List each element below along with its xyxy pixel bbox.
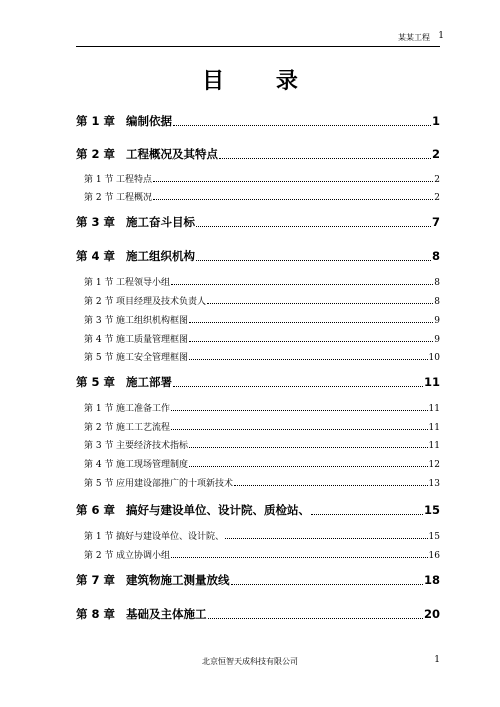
toc-entry-page: 15 bbox=[423, 503, 440, 517]
toc-entry-page: 15 bbox=[428, 532, 440, 542]
toc-entry-title: 主要经济技术指标 bbox=[116, 441, 189, 451]
toc-entry-title: 项目经理及技术负责人 bbox=[116, 297, 207, 307]
toc-entry-title: 应用建设部推广的十项新技术 bbox=[116, 479, 234, 489]
toc-section-row[interactable] bbox=[76, 275, 440, 288]
toc-entry-number: 第 3 章 bbox=[76, 215, 116, 229]
toc-entry-number: 第 2 节 bbox=[84, 193, 114, 203]
toc-section-row[interactable] bbox=[76, 476, 440, 489]
toc-section-row[interactable] bbox=[76, 313, 440, 326]
toc-entry-title: 施工奋斗目标 bbox=[126, 215, 195, 229]
toc-chapter-row[interactable] bbox=[76, 248, 440, 264]
toc-entry-number: 第 4 节 bbox=[84, 335, 114, 345]
toc-chapter-row[interactable] bbox=[76, 374, 440, 390]
toc-entry-page: 2 bbox=[434, 193, 440, 203]
footer-company: 北京恒智天成科技有限公司 bbox=[202, 657, 298, 666]
toc-entry-title: 建筑物施工测量放线 bbox=[126, 573, 230, 587]
toc-entry-page: 9 bbox=[434, 316, 440, 326]
toc-dot-leader bbox=[189, 341, 433, 342]
toc-entry-title: 施工组织机构 bbox=[126, 249, 195, 263]
toc-entry-title: 施工质量管理框图 bbox=[116, 335, 189, 345]
toc-section-row[interactable] bbox=[76, 294, 440, 307]
toc-dot-leader bbox=[311, 514, 423, 515]
header-page-number: 1 bbox=[438, 31, 444, 41]
toc-entry-page: 8 bbox=[434, 297, 440, 307]
toc-section-row[interactable] bbox=[76, 172, 440, 185]
toc-entry-title: 施工准备工作 bbox=[116, 404, 171, 414]
toc-entry-page: 11 bbox=[428, 441, 440, 451]
toc-dot-leader bbox=[173, 125, 431, 126]
toc-section-row[interactable] bbox=[76, 332, 440, 345]
toc-entry-number: 第 4 节 bbox=[84, 460, 114, 470]
toc-dot-leader bbox=[153, 199, 433, 200]
toc-entry-number: 第 1 节 bbox=[84, 278, 114, 288]
toc-entry-number: 第 8 章 bbox=[76, 607, 116, 621]
toc-section-row[interactable] bbox=[76, 420, 440, 433]
toc-section-row[interactable] bbox=[76, 350, 440, 363]
toc-dot-leader bbox=[231, 584, 423, 585]
toc-entry-page: 20 bbox=[423, 607, 440, 621]
toc-dot-leader bbox=[171, 410, 428, 411]
toc-dot-leader bbox=[196, 260, 431, 261]
toc-entry-page: 11 bbox=[428, 423, 440, 433]
toc-chapter-row[interactable] bbox=[76, 572, 440, 588]
toc-entry-page: 11 bbox=[423, 375, 440, 389]
toc-entry-title: 工程特点 bbox=[116, 175, 153, 185]
toc-dot-leader bbox=[189, 359, 428, 360]
toc-entry-page: 7 bbox=[431, 215, 440, 229]
toc-entry-title: 搞好与建设单位、设计院、质检站、 bbox=[126, 503, 310, 517]
toc-entry-page: 18 bbox=[423, 573, 440, 587]
toc-entry-number: 第 5 节 bbox=[84, 479, 114, 489]
toc-entry-title: 施工现场管理制度 bbox=[116, 460, 189, 470]
toc-chapter-row[interactable] bbox=[76, 214, 440, 230]
toc-entry-page: 2 bbox=[434, 175, 440, 185]
toc-chapter-row[interactable] bbox=[76, 113, 440, 129]
toc-entry-title: 工程概况 bbox=[116, 193, 153, 203]
footer-page-number: 1 bbox=[434, 655, 440, 665]
toc-entry-title: 基础及主体施工 bbox=[126, 607, 207, 621]
toc-entry-number: 第 1 节 bbox=[84, 175, 114, 185]
toc-chapter-row[interactable] bbox=[76, 606, 440, 622]
toc-entry-number: 第 3 节 bbox=[84, 441, 114, 451]
toc-entry-number: 第 1 章 bbox=[76, 114, 116, 128]
toc-entry-title: 编制依据 bbox=[126, 114, 172, 128]
toc-entry-page: 12 bbox=[428, 460, 440, 470]
toc-dot-leader bbox=[173, 386, 423, 387]
toc-entry-title: 施工组织机构框图 bbox=[116, 316, 189, 326]
toc-entry-title: 施工安全管理框图 bbox=[116, 353, 189, 363]
toc-section-row[interactable] bbox=[76, 438, 440, 451]
toc-entry-number: 第 2 节 bbox=[84, 423, 114, 433]
toc-entry-page: 8 bbox=[434, 278, 440, 288]
toc-entry-number: 第 2 节 bbox=[84, 297, 114, 307]
toc-entry-page: 1 bbox=[431, 114, 440, 128]
toc-entry-title: 成立协调小组 bbox=[116, 551, 171, 561]
toc-entry-page: 16 bbox=[428, 551, 440, 561]
toc-dot-leader bbox=[171, 429, 428, 430]
toc-section-row[interactable] bbox=[76, 401, 440, 414]
toc-dot-leader bbox=[189, 322, 433, 323]
toc-dot-leader bbox=[219, 158, 431, 159]
toc-entry-number: 第 2 节 bbox=[84, 551, 114, 561]
toc-entry-number: 第 5 节 bbox=[84, 353, 114, 363]
toc-dot-leader bbox=[208, 618, 423, 619]
toc-dot-leader bbox=[171, 284, 433, 285]
toc-entry-page: 8 bbox=[431, 249, 440, 263]
toc-dot-leader bbox=[207, 303, 433, 304]
toc-entry-number: 第 1 节 bbox=[84, 532, 114, 542]
toc-dot-leader bbox=[153, 181, 433, 182]
toc-chapter-row[interactable] bbox=[76, 502, 440, 518]
toc-entry-page: 2 bbox=[431, 147, 440, 161]
toc-section-row[interactable] bbox=[76, 529, 440, 542]
toc-dot-leader bbox=[234, 485, 428, 486]
toc-section-row[interactable] bbox=[76, 548, 440, 561]
toc-entry-number: 第 4 章 bbox=[76, 249, 116, 263]
toc-entry-title: 工程领导小组 bbox=[116, 278, 171, 288]
toc-section-row[interactable] bbox=[76, 190, 440, 203]
toc-dot-leader bbox=[189, 466, 428, 467]
page-header bbox=[76, 30, 444, 47]
toc-entry-page: 13 bbox=[428, 479, 440, 489]
toc-dot-leader bbox=[189, 447, 428, 448]
toc-dot-leader bbox=[171, 557, 428, 558]
toc-entry-title: 施工工艺流程 bbox=[116, 423, 171, 433]
toc-entry-title: 工程概况及其特点 bbox=[126, 147, 218, 161]
toc-entry-number: 第 1 节 bbox=[84, 404, 114, 414]
toc-entry-page: 10 bbox=[428, 353, 440, 363]
toc-entry-title: 施工部署 bbox=[126, 375, 172, 389]
page-title: 目 录 bbox=[202, 69, 320, 94]
toc-entry-page: 9 bbox=[434, 335, 440, 345]
toc-section-row[interactable] bbox=[76, 457, 440, 470]
toc-dot-leader bbox=[196, 226, 431, 227]
toc-entry-page: 11 bbox=[428, 404, 440, 414]
toc-dot-leader bbox=[225, 538, 428, 539]
toc-entry-number: 第 3 节 bbox=[84, 316, 114, 326]
toc-chapter-row[interactable] bbox=[76, 146, 440, 162]
toc-entry-number: 第 6 章 bbox=[76, 503, 116, 517]
header-title: 某某工程 bbox=[398, 33, 430, 42]
toc-entry-number: 第 2 章 bbox=[76, 147, 116, 161]
toc-entry-number: 第 5 章 bbox=[76, 375, 116, 389]
toc-entry-number: 第 7 章 bbox=[76, 573, 116, 587]
toc-entry-title: 搞好与建设单位、设计院、 bbox=[116, 532, 225, 542]
